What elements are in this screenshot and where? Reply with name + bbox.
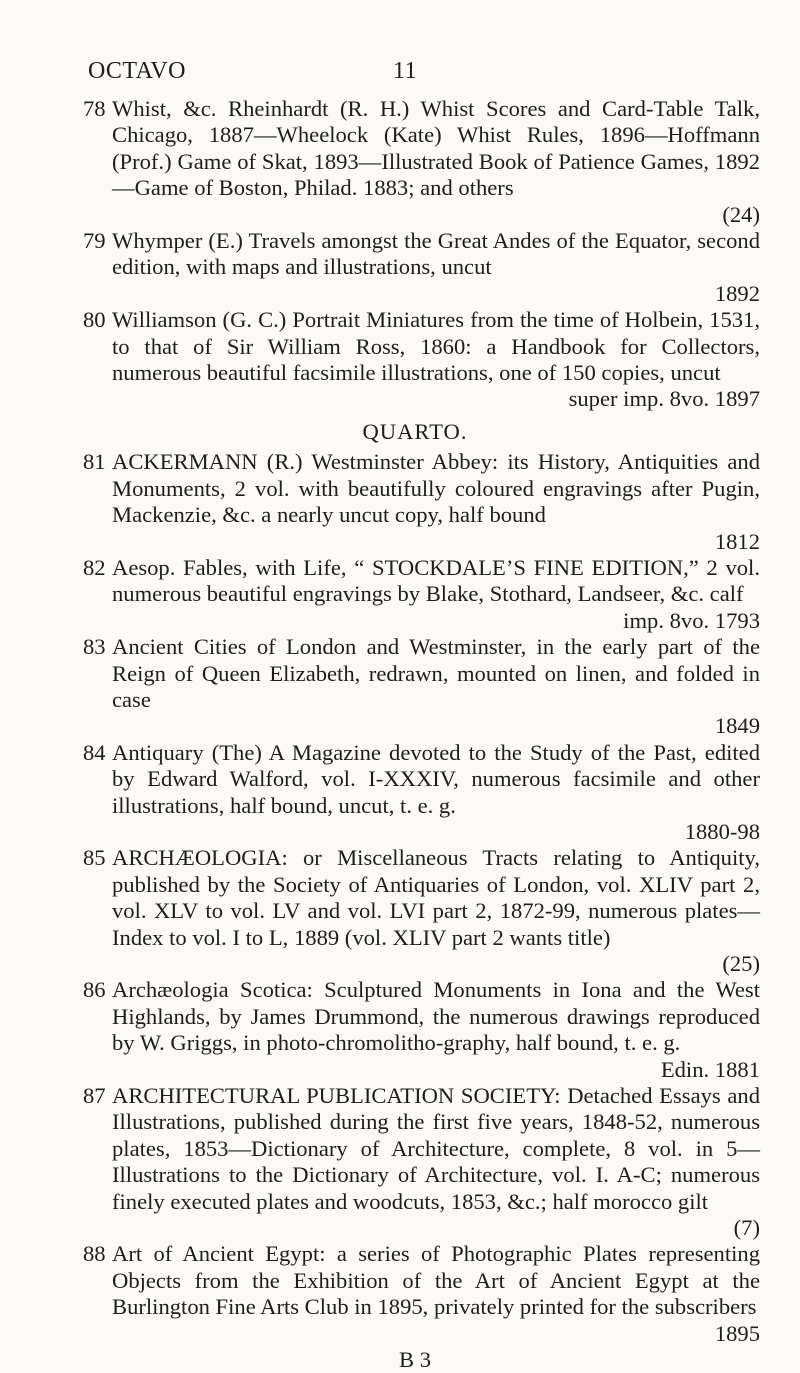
entry-description: Williamson (G. C.) Portrait Miniatures from the time of Holbein, 1531, to that of Sir William Ross, 1860: a Handbook for Collectors, numerous beautiful facsimile illustrations, one of 150 copies, uncut — [112, 307, 760, 386]
entry-description: Ancient Cities of London and Westminster, in the early part of the Reign of Queen Elizabeth, redrawn, mounted on linen, and folded in case — [112, 634, 760, 712]
entry-date-or-count: (25) — [722, 951, 760, 976]
catalogue-entries — [0, 96, 800, 1373]
entry-date-or-count: 1849 — [714, 713, 760, 739]
lot-number: 86 — [83, 977, 106, 1003]
catalogue-entry — [0, 307, 800, 413]
entry-description: Aesop. Fables, with Life, “ STOCKDALE’S FINE EDITION,” 2 vol. numerous beautiful engravings by Blake, Stothard, Landseer, &c. calf — [112, 554, 760, 607]
entry-description: ACKERMANN (R.) Westminster Abbey: its History, Antiquities and Monuments, 2 vol. with beautifully coloured engravings after Pugin, Mackenzie, &c. a nearly uncut copy, half bound — [112, 449, 760, 528]
entry-date-or-count: 1895 — [714, 1320, 760, 1346]
catalogue-entry — [0, 96, 800, 228]
entry-description: Archæologia Scotica: Sculptured Monuments in Iona and the West Highlands, by James Drummond, the numerous drawings reproduced by W. Griggs, in photo-chromolitho-graphy, half bound, t. e. g. — [112, 977, 760, 1056]
entry-date-or-count: (7) — [733, 1215, 760, 1241]
entry-date-or-count: imp. 8vo. 1793 — [623, 607, 760, 633]
lot-number: 87 — [83, 1083, 106, 1109]
catalogue-entry — [0, 449, 800, 555]
entry-description: Art of Ancient Egypt: a series of Photographic Plates representing Objects from the Exhibition of the Art of Ancient Egypt at the Burlington Fine Arts Club in 1895, privately printed for the subscribers — [112, 1241, 760, 1320]
lot-number: 88 — [83, 1241, 106, 1267]
page-number: 11 — [393, 58, 418, 84]
lot-number: 79 — [83, 228, 106, 254]
catalogue-entry — [0, 228, 800, 307]
entry-date-or-count: 1892 — [714, 280, 760, 306]
lot-number: 84 — [83, 739, 106, 765]
entry-description: ARCHITECTURAL PUBLICATION SOCIETY: Detached Essays and Illustrations, published during the first five years, 1848-52, numerous plates, 1853—Dictionary of Architecture, complete, 8 vol. in 5—Illustrations to the Dictionary of Architecture, vol. I. A-C; numerous finely executed plates and woodcuts, 1853, &c.; half morocco gilt — [112, 1083, 760, 1214]
entry-date-or-count: 1880-98 — [684, 818, 760, 844]
catalogue-entry — [0, 977, 800, 1083]
catalogue-entry — [0, 1083, 800, 1241]
lot-number: 82 — [83, 554, 106, 580]
lot-number: 85 — [83, 845, 106, 871]
entry-description: Antiquary (The) A Magazine devoted to the Study of the Past, edited by Edward Walford, vol. I-XXXIV, numerous facsimile and other illustrations, half bound, uncut, t. e. g. — [112, 739, 760, 818]
catalogue-entry — [0, 845, 800, 977]
entry-description: ARCHÆOLOGIA: or Miscellaneous Tracts relating to Antiquity, published by the Society of Antiquaries of London, vol. XLIV part 2, vol. XLV to vol. LV and vol. LVI part 2, 1872-99, numerous plates—Index to vol. I to L, 1889 (vol. XLIV part 2 wants title) — [112, 845, 760, 950]
lot-number: 80 — [83, 307, 106, 333]
entry-date-or-count: Edin. 1881 — [660, 1056, 760, 1082]
entry-date-or-count: 1812 — [714, 528, 760, 554]
entry-description: Whymper (E.) Travels amongst the Great Andes of the Equator, second edition, with maps and illustrations, uncut — [112, 228, 760, 280]
section-title: QUARTO. — [362, 418, 468, 444]
catalogue-entry — [0, 555, 800, 634]
catalogue-entry — [0, 1241, 800, 1347]
lot-number: 83 — [83, 634, 106, 660]
entry-description: Whist, &c. Rheinhardt (R. H.) Whist Scores and Card-Table Talk, Chicago, 1887—Wheelock (Kate) Whist Rules, 1896—Hoffmann (Prof.) Game of Skat, 1893—Illustrated Book of Patience Games, 1892—Game of Boston, Philad. 1883; and others — [112, 96, 760, 201]
header-section-label: OCTAVO — [88, 58, 186, 84]
entry-date-or-count: super imp. 8vo. 1897 — [568, 386, 760, 412]
running-header — [0, 58, 800, 88]
signature-mark: B 3 — [398, 1347, 431, 1373]
lot-number: 81 — [83, 449, 106, 475]
entry-date-or-count: (24) — [722, 201, 760, 227]
catalogue-entry — [0, 634, 800, 740]
lot-number: 78 — [83, 96, 106, 121]
catalogue-entry — [0, 740, 800, 846]
